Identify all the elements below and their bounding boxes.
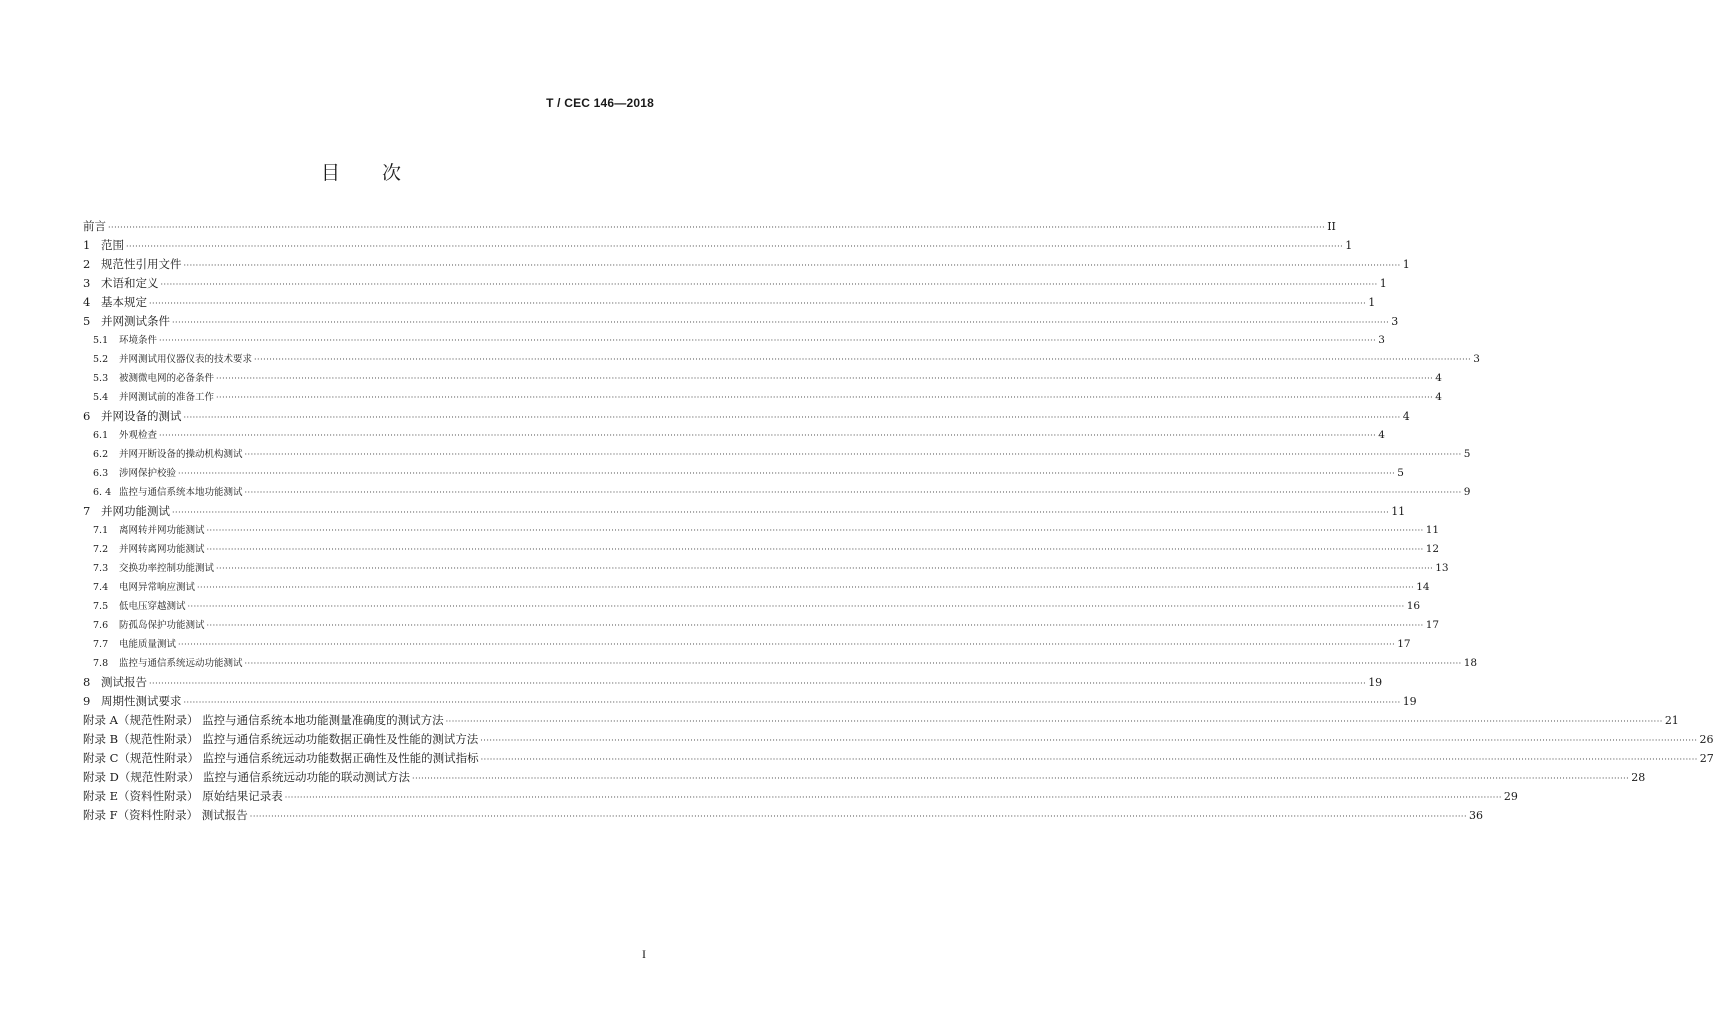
toc-entry[interactable]: [83, 692, 1417, 711]
toc-entry-page: 11: [1425, 524, 1440, 536]
toc-entry-title: 并网设备的测试: [101, 409, 182, 423]
toc-dot-leader: ················································································································································································································································································································································································································: [216, 393, 1434, 402]
toc-dot-leader: ················································································································································································································································································································································································································: [187, 602, 1405, 611]
table-of-contents: [83, 217, 1714, 825]
toc-entry-title: 基本规定: [101, 295, 147, 309]
toc-entry-page: II: [1327, 220, 1336, 233]
toc-entry-page: 1: [1402, 258, 1410, 271]
toc-entry-page: 19: [1368, 676, 1383, 689]
toc-entry-title: 附录 C（规范性附录） 监控与通信系统远动功能数据正确性及性能的测试指标: [83, 751, 479, 765]
toc-entry-page: 28: [1631, 771, 1646, 784]
toc-entry[interactable]: [83, 445, 1471, 464]
toc-entry[interactable]: [83, 331, 1385, 350]
toc-dot-leader: ················································································································································································································································································································································································································: [206, 545, 1424, 554]
toc-entry-page: 4: [1435, 391, 1442, 403]
toc-entry-title: 低电压穿越测试: [119, 601, 186, 612]
toc-dot-leader: ················································································································································································································································································································································································································: [244, 488, 1462, 497]
toc-entry-page: 17: [1397, 638, 1411, 650]
toc-entry-page: 17: [1425, 619, 1440, 631]
toc-dot-leader: ················································································································································································································································································································································································································: [159, 431, 1377, 440]
toc-entry-title: 被测微电网的必备条件: [119, 373, 215, 384]
toc-entry[interactable]: [83, 540, 1440, 559]
toc-entry-number: 7.5: [93, 601, 109, 612]
toc-entry-number: 6.2: [93, 449, 109, 460]
toc-entry[interactable]: [83, 654, 1478, 673]
toc-entry[interactable]: [83, 293, 1376, 312]
toc-entry-page: 12: [1425, 543, 1440, 555]
toc-entry[interactable]: [83, 388, 1442, 407]
toc-entry-title: 前言: [83, 219, 106, 233]
toc-entry-title: 并网测试用仪器仪表的技术要求: [119, 354, 253, 365]
toc-entry-title: 外观检查: [119, 430, 158, 441]
toc-entry-page: 18: [1463, 657, 1478, 669]
toc-dot-leader: ················································································································································································································································································································································································································: [197, 583, 1415, 592]
toc-entry-page: 16: [1406, 600, 1421, 612]
toc-entry-title: 监控与通信系统本地功能测试: [119, 487, 243, 498]
toc-dot-leader: ················································································································································································································································································································································································································: [183, 413, 1401, 422]
toc-entry-number: 7.1: [93, 525, 109, 536]
toc-dot-leader: ················································································································································································································································································································································································································: [172, 318, 1390, 327]
toc-entry-title: 电能质量测试: [119, 639, 177, 650]
toc-entry-title: 电网异常响应测试: [119, 582, 196, 593]
toc-dot-leader: ················································································································································································································································································································································································································: [244, 659, 1462, 668]
toc-entry-number: 4: [83, 295, 91, 309]
toc-dot-leader: ················································································································································································································································································································································································································: [172, 508, 1390, 517]
toc-entry-page: 3: [1378, 334, 1385, 346]
toc-entry-page: 11: [1391, 505, 1406, 518]
toc-dot-leader: ················································································································································································································································································································································································································: [206, 526, 1424, 535]
toc-entry-page: 4: [1378, 429, 1385, 441]
page-title: [0, 158, 724, 185]
toc-dot-leader: ················································································································································································································································································································································································································: [160, 280, 1378, 289]
toc-entry-number: 1: [83, 238, 91, 252]
toc-entry[interactable]: [83, 578, 1430, 597]
toc-entry-number: 7: [83, 504, 91, 518]
toc-entry[interactable]: [83, 255, 1410, 274]
toc-entry-number: 7.7: [93, 639, 109, 650]
toc-entry-title: 附录 A（规范性附录） 监控与通信系统本地功能测量准确度的测试方法: [83, 713, 444, 727]
toc-entry-page: 3: [1473, 353, 1480, 365]
toc-entry-number: 8: [83, 675, 91, 689]
toc-entry-number: 6. 4: [93, 487, 112, 498]
toc-dot-leader: ················································································································································································································································································································································································································: [159, 336, 1377, 345]
toc-dot-leader: ················································································································································································································································································································································································································: [216, 374, 1434, 383]
toc-entry[interactable]: [83, 749, 1714, 768]
toc-entry-title: 附录 F（资料性附录） 测试报告: [83, 808, 248, 822]
toc-entry-title: 范围: [101, 238, 124, 252]
toc-entry-number: 3: [83, 276, 91, 290]
toc-entry-title: 附录 B（规范性附录） 监控与通信系统远动功能数据正确性及性能的测试方法: [83, 732, 479, 746]
toc-dot-leader: ················································································································································································································································································································································································································: [445, 717, 1663, 726]
toc-entry[interactable]: [83, 521, 1440, 540]
toc-entry-page: 1: [1368, 296, 1376, 309]
toc-entry-number: 5: [83, 314, 91, 328]
toc-entry-number: 6.1: [93, 430, 109, 441]
toc-entry-title: 离网转并网功能测试: [119, 525, 205, 536]
toc-entry-page: 9: [1463, 486, 1471, 498]
toc-entry[interactable]: [83, 730, 1714, 749]
toc-entry-title: 监控与通信系统远动功能测试: [119, 658, 243, 669]
toc-entry-title: 环境条件: [119, 335, 158, 346]
toc-entry[interactable]: [83, 806, 1483, 825]
toc-dot-leader: ················································································································································································································································································································································································································: [108, 223, 1326, 232]
toc-entry-page: 1: [1345, 239, 1353, 252]
toc-dot-leader: ················································································································································································································································································································································································································: [249, 812, 1467, 821]
toc-entry-page: 36: [1468, 809, 1483, 822]
toc-entry[interactable]: [83, 464, 1404, 483]
toc-entry-number: 7.2: [93, 544, 109, 555]
page-number: I: [642, 947, 646, 961]
toc-entry-page: 26: [1699, 733, 1714, 746]
toc-entry[interactable]: [83, 616, 1440, 635]
title-char-right: 次: [382, 162, 404, 184]
toc-entry-number: 7.4: [93, 582, 109, 593]
toc-entry-page: 29: [1503, 790, 1518, 803]
toc-entry-number: 5.1: [93, 335, 109, 346]
toc-entry[interactable]: [83, 502, 1406, 521]
toc-dot-leader: ················································································································································································································································································································································································································: [480, 736, 1698, 745]
toc-dot-leader: ················································································································································································································································································································································································································: [178, 469, 1396, 478]
toc-entry-number: 7.8: [93, 658, 109, 669]
toc-entry-title: 防孤岛保护功能测试: [119, 620, 205, 631]
toc-entry[interactable]: [83, 597, 1421, 616]
toc-dot-leader: ················································································································································································································································································································································································································: [183, 261, 1401, 270]
toc-entry[interactable]: [83, 711, 1679, 730]
toc-entry[interactable]: [83, 673, 1383, 692]
toc-entry-number: 6.3: [93, 468, 109, 479]
toc-dot-leader: ················································································································································································································································································································································································································: [254, 355, 1472, 364]
toc-dot-leader: ················································································································································································································································································································································································································: [206, 621, 1424, 630]
toc-entry[interactable]: [83, 312, 1399, 331]
toc-entry-number: 7.3: [93, 563, 109, 574]
toc-entry-page: 5: [1397, 467, 1404, 479]
toc-entry[interactable]: [83, 483, 1471, 502]
toc-entry[interactable]: [83, 407, 1410, 426]
toc-entry-page: 3: [1391, 315, 1399, 328]
toc-dot-leader: ················································································································································································································································································································································································································: [178, 640, 1396, 649]
toc-entry[interactable]: [83, 787, 1518, 806]
toc-dot-leader: ················································································································································································································································································································································································································: [412, 774, 1630, 783]
toc-dot-leader: ················································································································································································································································································································································································································: [149, 299, 1367, 308]
toc-entry[interactable]: [83, 236, 1353, 255]
toc-entry-title: 涉网保护校验: [119, 468, 177, 479]
standard-code: T / CEC 146—2018: [546, 96, 654, 110]
toc-dot-leader: ················································································································································································································································································································································································································: [284, 793, 1502, 802]
toc-dot-leader: ················································································································································································································································································································································································································: [216, 564, 1434, 573]
toc-entry-page: 14: [1416, 581, 1430, 593]
toc-entry-number: 5.3: [93, 373, 109, 384]
toc-entry-number: 5.4: [93, 392, 109, 403]
toc-dot-leader: ················································································································································································································································································································································································································: [480, 755, 1698, 764]
toc-entry[interactable]: [83, 635, 1411, 654]
toc-entry-page: 1: [1379, 277, 1387, 290]
toc-entry-title: 术语和定义: [101, 276, 159, 290]
toc-entry-title: 规范性引用文件: [101, 257, 182, 271]
toc-entry[interactable]: [83, 559, 1449, 578]
toc-entry-number: 5.2: [93, 354, 109, 365]
toc-entry-number: 6: [83, 409, 91, 423]
toc-entry-page: 4: [1435, 372, 1442, 384]
toc-entry-title: 并网转离网功能测试: [119, 544, 205, 555]
toc-entry[interactable]: [83, 768, 1646, 787]
toc-dot-leader: ················································································································································································································································································································································································································: [149, 679, 1367, 688]
toc-entry[interactable]: [83, 274, 1387, 293]
toc-entry-title: 附录 D（规范性附录） 监控与通信系统远动功能的联动测试方法: [83, 770, 411, 784]
toc-entry[interactable]: [83, 426, 1385, 445]
toc-entry-title: 交换功率控制功能测试: [119, 563, 215, 574]
toc-entry-title: 并网测试条件: [101, 314, 170, 328]
toc-entry-title: 并网开断设备的操动机构测试: [119, 449, 243, 460]
toc-entry-number: 2: [83, 257, 91, 271]
toc-entry-number: 7.6: [93, 620, 109, 631]
toc-entry-page: 21: [1664, 714, 1679, 727]
toc-entry-number: 9: [83, 694, 91, 708]
toc-entry-page: 19: [1402, 695, 1417, 708]
toc-entry[interactable]: [83, 217, 1336, 236]
toc-entry-title: 周期性测试要求: [101, 694, 182, 708]
toc-entry[interactable]: [83, 369, 1442, 388]
toc-entry-page: 27: [1699, 752, 1714, 765]
title-char-left: 目: [320, 162, 342, 184]
toc-entry-title: 测试报告: [101, 675, 147, 689]
toc-dot-leader: ················································································································································································································································································································································································································: [183, 698, 1401, 707]
toc-entry-title: 并网功能测试: [101, 504, 170, 518]
toc-entry-title: 并网测试前的准备工作: [119, 392, 215, 403]
toc-entry-page: 13: [1435, 562, 1449, 574]
toc-entry[interactable]: [83, 350, 1480, 369]
toc-dot-leader: ················································································································································································································································································································································································································: [126, 242, 1344, 251]
toc-entry-page: 4: [1402, 410, 1410, 423]
toc-dot-leader: ················································································································································································································································································································································································································: [244, 450, 1462, 459]
toc-entry-title: 附录 E（资料性附录） 原始结果记录表: [83, 789, 283, 803]
toc-entry-page: 5: [1463, 448, 1471, 460]
